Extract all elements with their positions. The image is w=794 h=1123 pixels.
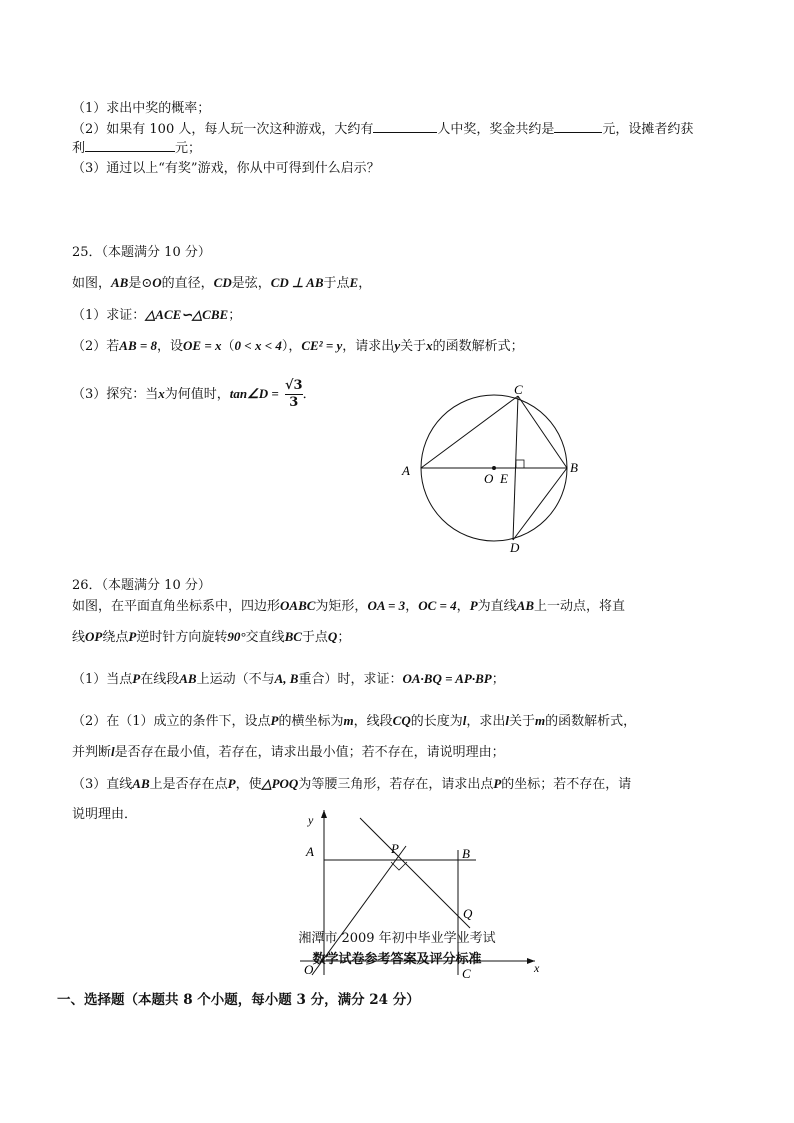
q25-p2-i: ，请求出	[342, 339, 395, 354]
answer-blank-1[interactable]	[373, 119, 437, 133]
q26-p2-j: l	[505, 713, 509, 728]
q26-p3-d: P	[227, 776, 236, 791]
q26-p1-e: 上运动（不与	[196, 672, 275, 687]
q26-p3-a: （3）直线	[72, 777, 133, 792]
q26-p2-o: l	[111, 744, 115, 759]
q24-part2-text-a: （2）如果有 100 人，每人玩一次这种游戏，大约有	[72, 122, 374, 137]
label-c: C	[462, 966, 471, 981]
q26-l2-k: ；	[337, 630, 351, 645]
q26-part1	[72, 670, 505, 689]
q25-p2-m: 的函数解析式；	[432, 339, 524, 354]
q26-p3-c: 上是否存在点	[149, 777, 228, 792]
q25-p1-b: △ACE∽△CBE	[145, 307, 229, 322]
q26-p2-b: P	[270, 713, 279, 728]
q26-p2-e: ，线段	[353, 714, 393, 729]
q25-p2-l: x	[426, 338, 433, 353]
q26-p2-c: 的横坐标为	[278, 714, 344, 729]
q26-l1-c: 为矩形，	[315, 599, 368, 614]
q26-p2-i: ，求出	[466, 714, 506, 729]
fraction-numerator: √3	[284, 378, 303, 393]
q24-part2	[72, 119, 693, 139]
q25-p2-b: AB = 8	[119, 338, 158, 353]
q25-p2-d: OE = x	[183, 338, 222, 353]
q26-l2-h: BC	[284, 629, 302, 644]
q25-intro-f: CD	[213, 275, 232, 290]
q25-p3-b: x	[158, 386, 165, 401]
q25-p1-c: ；	[228, 308, 242, 323]
label-a: A	[402, 463, 410, 478]
q25-intro-d: O	[152, 275, 162, 290]
q24-part2-cont	[72, 138, 201, 158]
q26-p3-b: AB	[132, 776, 150, 791]
q25-p2-a: （2）若	[72, 339, 120, 354]
label-d: D	[510, 540, 520, 555]
q25-p2-e: （	[221, 339, 235, 354]
q25-intro-b: AB	[111, 275, 129, 290]
y-axis-arrow	[321, 810, 327, 818]
q25-part2	[72, 337, 524, 356]
segment-ac	[421, 396, 518, 468]
q26-p1-f: A, B	[274, 671, 299, 686]
q26-p2-g: 的长度为	[410, 714, 463, 729]
q25-part3	[72, 378, 316, 411]
label-q: Q	[463, 906, 473, 921]
q26-p1-c: 在线段	[140, 672, 180, 687]
q25-p3-e: ．	[302, 387, 316, 402]
q24-part2-text-b: 人中奖，奖金共约是	[437, 122, 555, 137]
q26-l1-g: ，	[456, 599, 470, 614]
q25-p2-f: 0 < x < 4	[234, 338, 282, 353]
q25-p3-a: （3）探究：当	[72, 387, 159, 402]
label-x: x	[534, 961, 540, 975]
answer-key-subtitle: 数学试卷参考答案及评分标准	[312, 952, 482, 967]
q26-p1-d: AB	[179, 671, 197, 686]
q26-l1-i: 为直线	[477, 599, 517, 614]
segment-cb	[518, 396, 567, 468]
q26-part2	[72, 712, 636, 731]
q26-l2-b: OP	[85, 629, 103, 644]
q26-l1-d: OA = 3	[367, 598, 406, 613]
q26-l1-e: ，	[405, 599, 419, 614]
answer-blank-2[interactable]	[554, 119, 602, 133]
q25-p2-k: 关于	[400, 339, 427, 354]
q26-p2-l: m	[535, 713, 546, 728]
q26-l1-b: OABC	[280, 598, 316, 613]
q26-l2-a: 线	[72, 630, 86, 645]
label-b: B	[462, 846, 470, 861]
q26-l2-i: 于点	[301, 630, 328, 645]
q26-p2-f: CQ	[392, 713, 411, 728]
q26-l2-j: Q	[327, 629, 338, 644]
q25-part1	[72, 306, 241, 325]
q26-l2-c: 绕点	[102, 630, 129, 645]
q26-p3-g: 为等腰三角形，若存在，请求出点	[298, 777, 494, 792]
q25-intro	[72, 274, 371, 293]
q26-p2-n: 并判断	[72, 745, 112, 760]
label-a: A	[306, 844, 314, 859]
q26-l1-h: P	[469, 598, 478, 613]
answer-key-title: 湘潭市 2009 年初中毕业学业考试	[298, 931, 496, 946]
sqrt3-over-3-fraction	[285, 378, 303, 411]
q26-p2-d: m	[343, 713, 354, 728]
q26-l1-j: AB	[516, 598, 534, 613]
q26-p2-k: 关于	[509, 714, 536, 729]
label-e: E	[500, 471, 508, 486]
q25-title: 25．（本题满分 10 分）	[72, 245, 211, 260]
label-y: y	[308, 813, 314, 827]
section-choice-heading: 一、选择题（本题共 8 个小题，每小题 3 分，满分 24 分）	[57, 992, 420, 1008]
q26-title: 26．（本题满分 10 分）	[72, 578, 211, 593]
q26-p2-p: 是否存在最小值，若存在，请求出最小值；若不存在，请说明理由；	[114, 745, 505, 760]
q25-p2-c: ，设	[157, 339, 184, 354]
q25-intro-k: ，	[358, 276, 372, 291]
q25-p2-j: y	[394, 338, 401, 353]
fraction-denominator: 3	[289, 395, 299, 410]
q26-p2-a: （2）在（1）成立的条件下，设点	[72, 714, 271, 729]
label-p: P	[391, 841, 399, 856]
q26-p1-b: P	[132, 671, 141, 686]
q26-l1-f: OC = 4	[418, 598, 457, 613]
center-dot	[492, 466, 496, 470]
q24-part3: （3）通过以上“有奖”游戏，你从中可得到什么启示？	[72, 161, 380, 176]
q25-intro-j: E	[349, 275, 359, 290]
answer-blank-3[interactable]	[85, 138, 175, 152]
right-angle-mark	[516, 460, 524, 468]
label-c: C	[514, 384, 523, 397]
q26-line2	[72, 628, 350, 647]
q26-l2-f: 90°	[227, 629, 246, 644]
q24-part2-text-c: 元，设摊者约获	[602, 122, 694, 137]
q25-intro-i: 于点	[323, 276, 350, 291]
q26-p1-a: （1）当点	[72, 672, 133, 687]
segment-bd	[513, 468, 567, 540]
q24-part1: （1）求出中奖的概率；	[72, 101, 211, 116]
q26-part3	[72, 775, 631, 794]
q26-p1-i: ；	[491, 672, 505, 687]
q25-intro-g: 是弦，	[231, 276, 271, 291]
q25-p3-d: tan∠D =	[229, 386, 279, 401]
q25-p3-c: 为何值时，	[164, 387, 230, 402]
q26-l1-k: 上一动点，将直	[534, 599, 626, 614]
q26-p2-h: l	[462, 713, 467, 728]
line-pq	[360, 818, 470, 928]
label-o: O	[484, 471, 494, 486]
q26-p3-h: P	[493, 776, 502, 791]
q26-l2-d: P	[128, 629, 137, 644]
q26-part3-cont: 说明理由．	[72, 807, 138, 822]
q26-p3-i: 的坐标；若不存在，请	[501, 777, 632, 792]
q26-p2-m: 的函数解析式，	[545, 714, 637, 729]
q25-p2-g: ），	[281, 339, 302, 354]
q25-intro-h: CD ⊥ AB	[270, 275, 324, 290]
q26-l2-e: 逆时针方向旋转	[136, 630, 228, 645]
label-b: B	[570, 460, 578, 475]
q25-intro-e: 的直径，	[161, 276, 214, 291]
q26-p3-f: △POQ	[261, 776, 299, 791]
label-o: O	[304, 962, 314, 977]
q25-intro-a: 如图，	[72, 276, 112, 291]
q26-l1-a: 如图，在平面直角坐标系中，四边形	[72, 599, 281, 614]
circle-figure	[390, 384, 590, 559]
q25-intro-c: 是⊙	[128, 276, 153, 291]
q26-p1-g: 重合）时，求证：	[298, 672, 403, 687]
q26-l2-g: 交直线	[245, 630, 285, 645]
q25-p2-h: CE² = y	[301, 338, 343, 353]
q24-part2-text-d: 利	[72, 141, 86, 156]
q26-p3-e: ，使	[235, 777, 262, 792]
q26-p1-h: OA·BQ = AP·BP	[402, 671, 492, 686]
q26-part2-cont	[72, 743, 505, 762]
q24-part2-text-e: 元；	[175, 141, 202, 156]
q25-p1-a: （1）求证：	[72, 308, 146, 323]
q26-line1	[72, 597, 625, 616]
